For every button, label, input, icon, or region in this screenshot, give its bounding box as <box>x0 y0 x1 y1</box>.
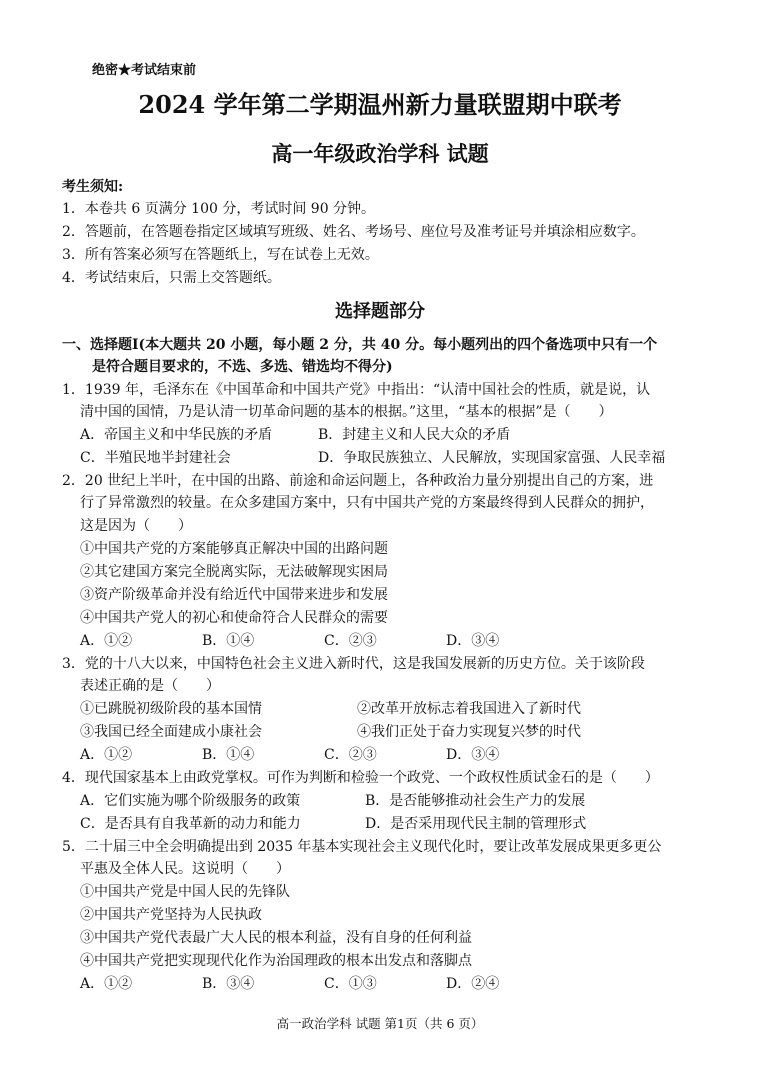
confidential-label: 绝密★考试结束前 <box>92 63 197 78</box>
question-1-stem-cont: 清中国的国情，乃是认清一切革命问题的基本的根据。”这里，“基本的根据”是（ ） <box>80 404 613 420</box>
question-2-option-c: C．②③ <box>324 633 377 649</box>
question-3-options <box>80 746 568 764</box>
question-5-option-d: D．②④ <box>446 976 500 992</box>
question-3-stem-cont: 表述正确的是（ ） <box>80 678 220 694</box>
page-footer: 高一政治学科 试题 第1页（共 6 页） <box>276 1016 484 1031</box>
question-4-option-c: C．是否具有自我革新的动力和能力 <box>80 816 301 832</box>
question-2-statement: ④中国共产党人的初心和使命符合人民群众的需要 <box>80 610 388 626</box>
question-4-option-b: B．是否能够推动社会生产力的发展 <box>365 793 586 809</box>
exam-subtitle: 高一年级政治学科 试题 <box>271 141 489 166</box>
notice-item: 4．考试结束后，只需上交答题纸。 <box>62 270 281 286</box>
question-2-options <box>80 632 568 650</box>
question-5-stem-cont: 平惠及全体人民。这说明（ ） <box>80 861 290 877</box>
question-1-option-c: C．半殖民地半封建社会 <box>80 450 231 466</box>
question-4-stem: 4．现代国家基本上由政党掌权。可作为判断和检验一个政党、一个政权性质试金石的是（ ） <box>62 770 659 786</box>
question-3-statement: ①已跳脱初级阶段的基本国情 <box>80 701 262 717</box>
question-5-statement: ③中国共产党代表最广大人民的根本利益，没有自身的任何利益 <box>80 930 472 946</box>
section-instruction: 一、选择题Ⅰ(本大题共 20 小题，每小题 2 分，共 40 分。每小题列出的四个备选项中只有一个 <box>62 337 658 353</box>
question-5-stem: 5．二十届三中全会明确提出到 2035 年基本实现社会主义现代化时，要让改革发展成果更多更公 <box>62 839 662 855</box>
exam-title: 2024 学年第二学期温州新力量联盟期中联考 <box>138 90 622 119</box>
question-1-stem: 1．1939 年，毛泽东在《中国革命和中国共产党》中指出：“认清中国社会的性质，就是说，认 <box>62 382 651 398</box>
question-2-option-a: A．①② <box>80 633 133 649</box>
question-5-statement: ①中国共产党是中国人民的先锋队 <box>80 884 290 900</box>
notice-item: 1．本卷共 6 页满分 100 分，考试时间 90 分钟。 <box>62 201 376 217</box>
question-2-stem-cont: 行了异常激烈的较量。在众多建国方案中，只有中国共产党的方案最终得到人民群众的拥护， <box>80 495 654 511</box>
question-1-option-a: A．帝国主义和中华民族的矛盾 <box>80 427 273 443</box>
question-3-stem: 3．党的十八大以来，中国特色社会主义进入新时代，这是我国发展新的历史方位。关于该阶段 <box>62 656 645 672</box>
question-2-option-b: B．①④ <box>202 633 255 649</box>
question-4-option-d: D．是否采用现代民主制的管理形式 <box>365 816 587 832</box>
question-1-option-d: D．争取民族独立、人民解放，实现国家富强、人民幸福 <box>318 450 666 466</box>
notice-heading: 考生须知: <box>62 179 124 195</box>
question-5-option-c: C．①③ <box>324 976 377 992</box>
question-3-statement: ④我们正处于奋力实现复兴梦的时代 <box>357 724 581 740</box>
question-2-statement: ①中国共产党的方案能够真正解决中国的出路问题 <box>80 541 388 557</box>
question-5-statement: ②中国共产党坚持为人民执政 <box>80 907 262 923</box>
question-3-option-c: C．②③ <box>324 747 377 763</box>
question-2-stem: 2．20 世纪上半叶，在中国的出路、前途和命运问题上，各种政治力量分别提出自己的方案，进 <box>62 473 654 489</box>
section-title: 选择题部分 <box>335 301 425 322</box>
question-3-option-a: A．①② <box>80 747 133 763</box>
question-1-option-b: B．封建主义和人民大众的矛盾 <box>318 427 511 443</box>
question-5-statement: ④中国共产党把实现现代化作为治国理政的根本出发点和落脚点 <box>80 953 472 969</box>
question-5-options <box>80 975 568 993</box>
question-2-statement: ③资产阶级革命并没有给近代中国带来进步和发展 <box>80 587 388 603</box>
notice-item: 3．所有答案必须写在答题纸上，写在试卷上无效。 <box>62 247 379 263</box>
question-4-option-a: A．它们实施为哪个阶级服务的政策 <box>80 793 301 809</box>
question-3-option-d: D．③④ <box>446 747 500 763</box>
question-5-option-a: A．①② <box>80 976 133 992</box>
question-3-statement: ②改革开放标志着我国进入了新时代 <box>357 701 581 717</box>
question-3-statement: ③我国已经全面建成小康社会 <box>80 724 262 740</box>
question-2-option-d: D．③④ <box>446 633 500 649</box>
section-instruction-cont: 是符合题目要求的，不选、多选、错选均不得分) <box>92 359 393 375</box>
question-2-statement: ②其它建国方案完全脱离实际，无法破解现实困局 <box>80 564 388 580</box>
question-3-option-b: B．①④ <box>202 747 255 763</box>
question-5-option-b: B．③④ <box>202 976 255 992</box>
question-2-stem-cont: 这是因为（ ） <box>80 518 192 534</box>
notice-item: 2．答题前，在答题卷指定区域填写班级、姓名、考场号、座位号及准考证号并填涂相应数字。 <box>62 224 645 240</box>
